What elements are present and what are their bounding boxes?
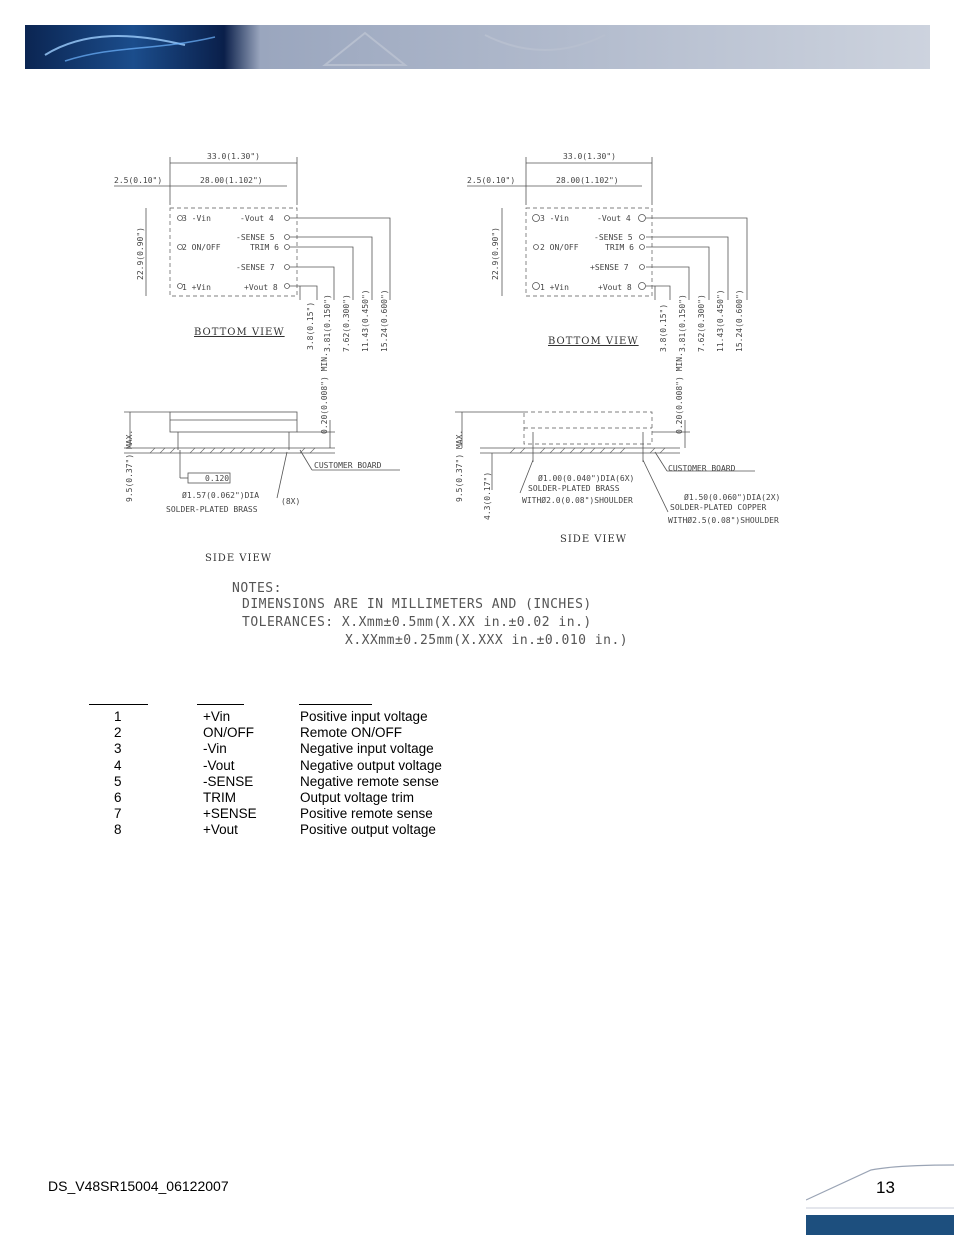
pin-function: Negative output voltage: [300, 758, 442, 773]
pin2-diameter: Ø1.50(0.060")DIA(2X): [684, 493, 781, 502]
pin2-shoulder: WITHØ2.5(0.08")SHOULDER: [668, 516, 779, 525]
view-label: BOTTOM VIEW: [194, 327, 285, 338]
pin-label-1: 1 +Vin: [182, 283, 211, 292]
pin-function: Positive input voltage: [300, 709, 428, 724]
pin-label-7: +SENSE 7: [590, 263, 629, 272]
pin-diameter: Ø1.57(0.062")DIA: [182, 491, 260, 500]
drawing-notes: [232, 581, 628, 648]
dim-height: 9.5(0.37") MAX.: [125, 429, 134, 502]
dim-v-3: 7.62(0.300"): [342, 294, 351, 352]
pin1-shoulder: WITHØ2.0(0.08")SHOULDER: [522, 496, 633, 505]
pin-label-5: -SENSE 5: [236, 233, 275, 242]
dim-pin-offset: 2.5(0.10"): [114, 176, 163, 185]
pin-number: 4: [114, 758, 122, 773]
pin-label-8: +Vout 8: [244, 283, 278, 292]
pin-label-1: 1 +Vin: [540, 283, 569, 292]
dim-v-5: 15.24(0.600"): [380, 289, 389, 352]
pin-label-7: -SENSE 7: [236, 263, 275, 272]
table-header-rule-function: [299, 704, 372, 705]
table-header-rule-name: [197, 704, 244, 705]
pin-name: -Vout: [203, 758, 235, 773]
pin-function: Remote ON/OFF: [300, 725, 403, 740]
footer-corner-graphic: [806, 1162, 954, 1235]
notes-line-3: X.XXmm±0.25mm(X.XXX in.±0.010 in.): [345, 633, 629, 648]
pin-number: 6: [114, 790, 122, 805]
view-label: SIDE VIEW: [205, 553, 273, 564]
view-label: BOTTOM VIEW: [548, 336, 639, 347]
pin-label-6: TRIM 6: [605, 243, 634, 252]
pin-label-6: TRIM 6: [250, 243, 279, 252]
pin-label-3: 3 -Vin: [182, 214, 211, 223]
customer-board-label: CUSTOMER BOARD: [668, 464, 736, 473]
pin-function: Negative input voltage: [300, 741, 434, 756]
dim-v-3: 7.62(0.300"): [697, 294, 706, 352]
pin-number: 2: [114, 725, 122, 740]
pin-name: -SENSE: [203, 774, 254, 789]
pin-name: TRIM: [203, 790, 236, 805]
pin-label-3: 3 -Vin: [540, 214, 569, 223]
pin-name: +Vout: [203, 822, 238, 837]
pin-label-4: -Vout 4: [240, 214, 274, 223]
dim-clearance: 0.20(0.008") MIN.: [675, 352, 684, 434]
dim-pin-span: 28.00(1.102"): [200, 176, 263, 185]
dim-overall-width: 33.0(1.30"): [207, 152, 260, 161]
pin-label-2: 2 ON/OFF: [540, 243, 579, 252]
dim-v-4: 11.43(0.450"): [716, 289, 725, 352]
dim-v-2: 3.81(0.150"): [678, 294, 687, 352]
pin-name: +Vin: [203, 709, 231, 724]
pin-label-5: -SENSE 5: [594, 233, 633, 242]
dim-height: 9.5(0.37") MAX.: [455, 429, 464, 502]
pin-function: Positive output voltage: [300, 822, 436, 837]
left-bottom-view: [114, 152, 390, 352]
dim-pin-offset: 2.5(0.10"): [467, 176, 516, 185]
dim-v-1: 3.8(0.15"): [659, 303, 668, 352]
pin-label-4: -Vout 4: [597, 214, 631, 223]
pin-number: 3: [114, 741, 122, 756]
pin-count: (8X): [281, 497, 301, 506]
pin-number: 1: [114, 709, 122, 724]
dim-v-2: 3.81(0.150"): [323, 294, 332, 352]
pin1-finish: SOLDER-PLATED BRASS: [528, 484, 620, 493]
pin-function: Positive remote sense: [300, 806, 433, 821]
pin-function: Output voltage trim: [300, 790, 415, 805]
notes-line-1: DIMENSIONS ARE IN MILLIMETERS AND (INCHES): [242, 597, 592, 612]
right-bottom-view: [467, 152, 747, 352]
dim-pin-length: 4.3(0.17"): [483, 471, 492, 520]
pin-function: Negative remote sense: [300, 774, 439, 789]
pin-name: +SENSE: [203, 806, 257, 821]
dim-v-5: 15.24(0.600"): [735, 289, 744, 352]
pin-name: -Vin: [203, 741, 227, 756]
document-id: DS_V48SR15004_06122007: [48, 1178, 229, 1194]
view-label: SIDE VIEW: [560, 534, 628, 545]
right-side-view: [455, 352, 780, 545]
dim-overall-width: 33.0(1.30"): [563, 152, 616, 161]
table-header-rule-pin: [89, 704, 148, 705]
pin1-diameter: Ø1.00(0.040")DIA(6X): [538, 474, 635, 483]
pin-name: ON/OFF: [203, 725, 254, 740]
dim-clearance: 0.20(0.008") MIN.: [320, 352, 329, 434]
dim-height: 22.9(0.90"): [491, 227, 500, 280]
pin-label-8: +Vout 8: [598, 283, 632, 292]
page-number: 13: [876, 1178, 895, 1197]
pin-finish: SOLDER-PLATED BRASS: [166, 505, 258, 514]
pin-label-2: 2 ON/OFF: [182, 243, 221, 252]
pin-number: 8: [114, 822, 122, 837]
flatness-value: 0.120: [205, 474, 230, 483]
dim-height: 22.9(0.90"): [136, 227, 145, 280]
dim-v-4: 11.43(0.450"): [361, 289, 370, 352]
left-side-view: [124, 352, 400, 564]
customer-board-label: CUSTOMER BOARD: [314, 461, 382, 470]
notes-line-2: TOLERANCES: X.Xmm±0.5mm(X.XX in.±0.02 in.): [242, 615, 592, 630]
notes-title: NOTES:: [232, 581, 282, 596]
pin-number: 7: [114, 806, 122, 821]
dim-pin-span: 28.00(1.102"): [556, 176, 619, 185]
dim-v-1: 3.8(0.15"): [306, 301, 315, 350]
pin2-finish: SOLDER-PLATED COPPER: [670, 503, 767, 512]
pin-number: 5: [114, 774, 122, 789]
